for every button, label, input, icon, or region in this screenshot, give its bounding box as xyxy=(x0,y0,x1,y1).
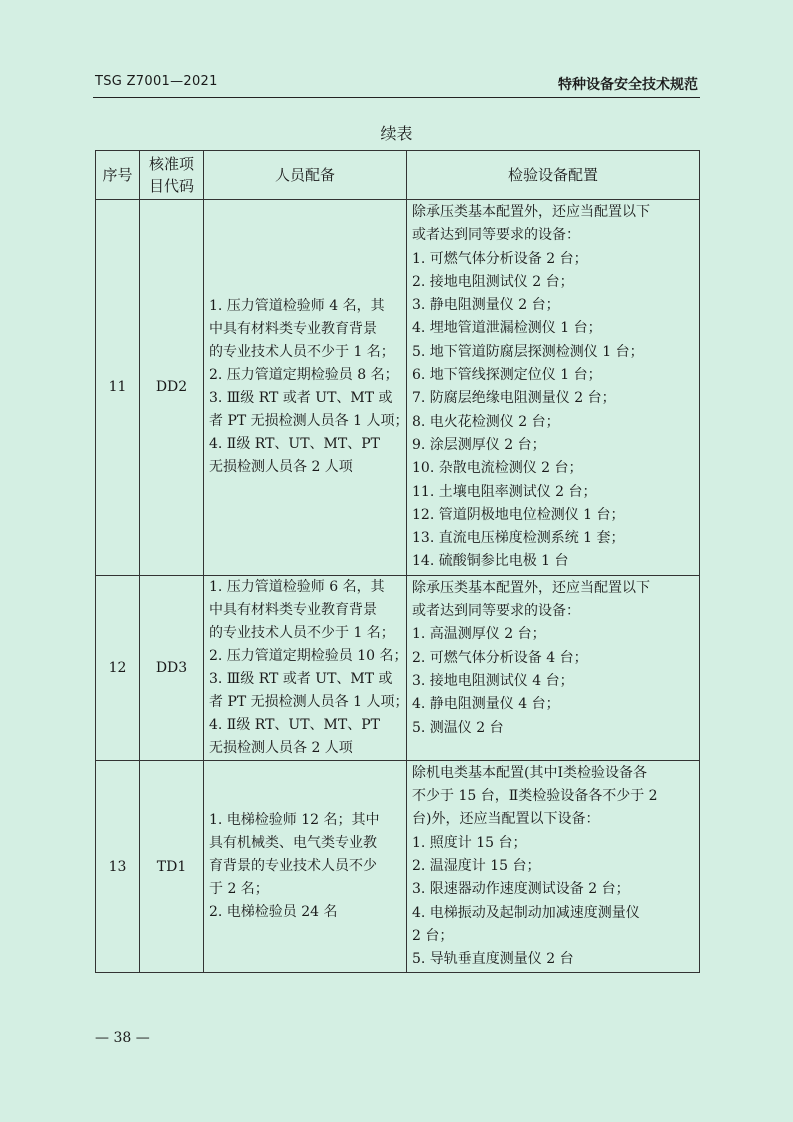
equipment-line: 1. 可燃气体分析设备 2 台； xyxy=(412,250,588,267)
col-header-no: 序号 xyxy=(96,151,140,200)
equipment-line: 1. 照度计 15 台； xyxy=(412,834,527,851)
equipment-line: 3. 接地电阻测试仪 4 台； xyxy=(412,672,574,689)
equipment-line: 3. 限速器动作速度测试设备 2 台； xyxy=(412,881,630,898)
staffing-requirements xyxy=(204,575,407,760)
staffing-line: 无损检测人员各 2 人项 xyxy=(209,459,353,476)
header-rule xyxy=(93,97,700,98)
col-header-code-text xyxy=(140,153,203,197)
equipment-line: 11. 土壤电阻率测试仪 2 台； xyxy=(412,483,597,500)
row-number: 13 xyxy=(96,760,140,973)
staffing-line: 者 PT 无损检测人员各 1 人项； xyxy=(209,413,409,430)
col-header-staff: 人员配备 xyxy=(204,151,407,200)
staffing-requirements xyxy=(204,200,407,576)
header-doc-title: 特种设备安全技术规范 xyxy=(558,77,698,93)
equipment-line: 12. 管道阴极地电位检测仪 1 台； xyxy=(412,506,625,523)
staffing-line: 无损检测人员各 2 人项 xyxy=(209,739,353,756)
table-row xyxy=(96,200,700,576)
equipment-line: 4. 静电阻测量仪 4 台； xyxy=(412,696,560,713)
row-number: 11 xyxy=(96,200,140,576)
equipment-line: 2. 可燃气体分析设备 4 台； xyxy=(412,649,588,666)
staffing-line: 于 2 名； xyxy=(209,881,269,898)
equipment-line: 或者达到同等要求的设备： xyxy=(412,227,580,244)
staffing-line: 的专业技术人员不少于 1 名； xyxy=(209,344,395,361)
equipment-line: 2 台； xyxy=(412,927,454,944)
staffing-requirements xyxy=(204,760,407,973)
staffing-line: 1. 电梯检验师 12 名；其中 xyxy=(209,812,380,829)
equipment-line: 14. 硫酸铜参比电极 1 台 xyxy=(412,553,569,570)
staffing-line: 者 PT 无损检测人员各 1 人项； xyxy=(209,693,409,710)
equipment-line: 6. 地下管线探测定位仪 1 台； xyxy=(412,367,602,384)
page-number: — 38 — xyxy=(95,1030,150,1046)
equipment-requirements xyxy=(407,200,700,576)
col-header-code-line: 目代码 xyxy=(148,177,194,195)
staffing-line: 中具有材料类专业教育背景 xyxy=(209,601,377,618)
equipment-line: 除承压类基本配置外，还应当配置以下 xyxy=(412,579,650,596)
row-number: 12 xyxy=(96,575,140,760)
equipment-line: 台)外，还应当配置以下设备： xyxy=(412,811,600,828)
equipment-line: 5. 导轨垂直度测量仪 2 台 xyxy=(412,951,574,968)
staffing-line: 1. 压力管道检验师 4 名，其 xyxy=(209,298,385,315)
equipment-line: 2. 接地电阻测试仪 2 台； xyxy=(412,273,574,290)
staffing-line: 4. Ⅱ级 RT、UT、MT、PT xyxy=(209,716,380,733)
equipment-line: 2. 温湿度计 15 台； xyxy=(412,857,541,874)
staffing-line: 的专业技术人员不少于 1 名； xyxy=(209,624,395,641)
equipment-line: 或者达到同等要求的设备： xyxy=(412,603,580,620)
staffing-line: 育背景的专业技术人员不少 xyxy=(209,858,377,875)
equipment-line: 4. 电梯振动及起制动加减速度测量仪 xyxy=(412,904,640,921)
staffing-line: 1. 压力管道检验师 6 名，其 xyxy=(209,578,385,595)
staffing-line: 4. Ⅱ级 RT、UT、MT、PT xyxy=(209,436,380,453)
equipment-line: 13. 直流电压梯度检测系统 1 套； xyxy=(412,530,625,547)
equipment-line: 5. 测温仪 2 台 xyxy=(412,719,504,736)
equipment-line: 除机电类基本配置(其中Ⅰ类检验设备各 xyxy=(412,764,647,781)
table-row xyxy=(96,760,700,973)
item-code: TD1 xyxy=(140,760,204,973)
item-code: DD3 xyxy=(140,575,204,760)
equipment-line: 10. 杂散电流检测仪 2 台； xyxy=(412,460,583,477)
equipment-requirements xyxy=(407,575,700,760)
qualification-table xyxy=(95,150,700,973)
equipment-requirements xyxy=(407,760,700,973)
col-header-code-line: 核准项 xyxy=(148,155,194,173)
staffing-line: 2. 压力管道定期检验员 8 名； xyxy=(209,367,399,384)
staffing-line: 3. Ⅲ级 RT 或者 UT、MT 或 xyxy=(209,390,393,407)
table-row xyxy=(96,575,700,760)
staffing-line: 3. Ⅲ级 RT 或者 UT、MT 或 xyxy=(209,670,393,687)
table-caption: 续表 xyxy=(380,124,413,143)
staffing-line: 具有机械类、电气类专业教 xyxy=(209,835,377,852)
equipment-line: 8. 电火花检测仪 2 台； xyxy=(412,413,560,430)
equipment-line: 不少于 15 台，Ⅱ类检验设备各不少于 2 xyxy=(412,788,658,805)
col-header-equipment: 检验设备配置 xyxy=(407,151,700,200)
equipment-line: 5. 地下管道防腐层探测检测仪 1 台； xyxy=(412,343,644,360)
table-header-row xyxy=(96,151,700,200)
staffing-line: 中具有材料类专业教育背景 xyxy=(209,321,377,338)
equipment-line: 9. 涂层测厚仪 2 台； xyxy=(412,436,546,453)
header-doc-code: TSG Z7001—2021 xyxy=(95,74,218,89)
col-header-code xyxy=(140,151,204,200)
equipment-line: 除承压类基本配置外，还应当配置以下 xyxy=(412,204,650,220)
equipment-line: 3. 静电阻测量仪 2 台； xyxy=(412,297,560,314)
staffing-line: 2. 电梯检验员 24 名 xyxy=(209,904,338,921)
item-code: DD2 xyxy=(140,200,204,576)
staffing-line: 2. 压力管道定期检验员 10 名； xyxy=(209,647,408,664)
equipment-line: 1. 高温测厚仪 2 台； xyxy=(412,626,546,643)
equipment-line: 4. 埋地管道泄漏检测仪 1 台； xyxy=(412,320,602,337)
equipment-line: 7. 防腐层绝缘电阻测量仪 2 台； xyxy=(412,390,616,407)
